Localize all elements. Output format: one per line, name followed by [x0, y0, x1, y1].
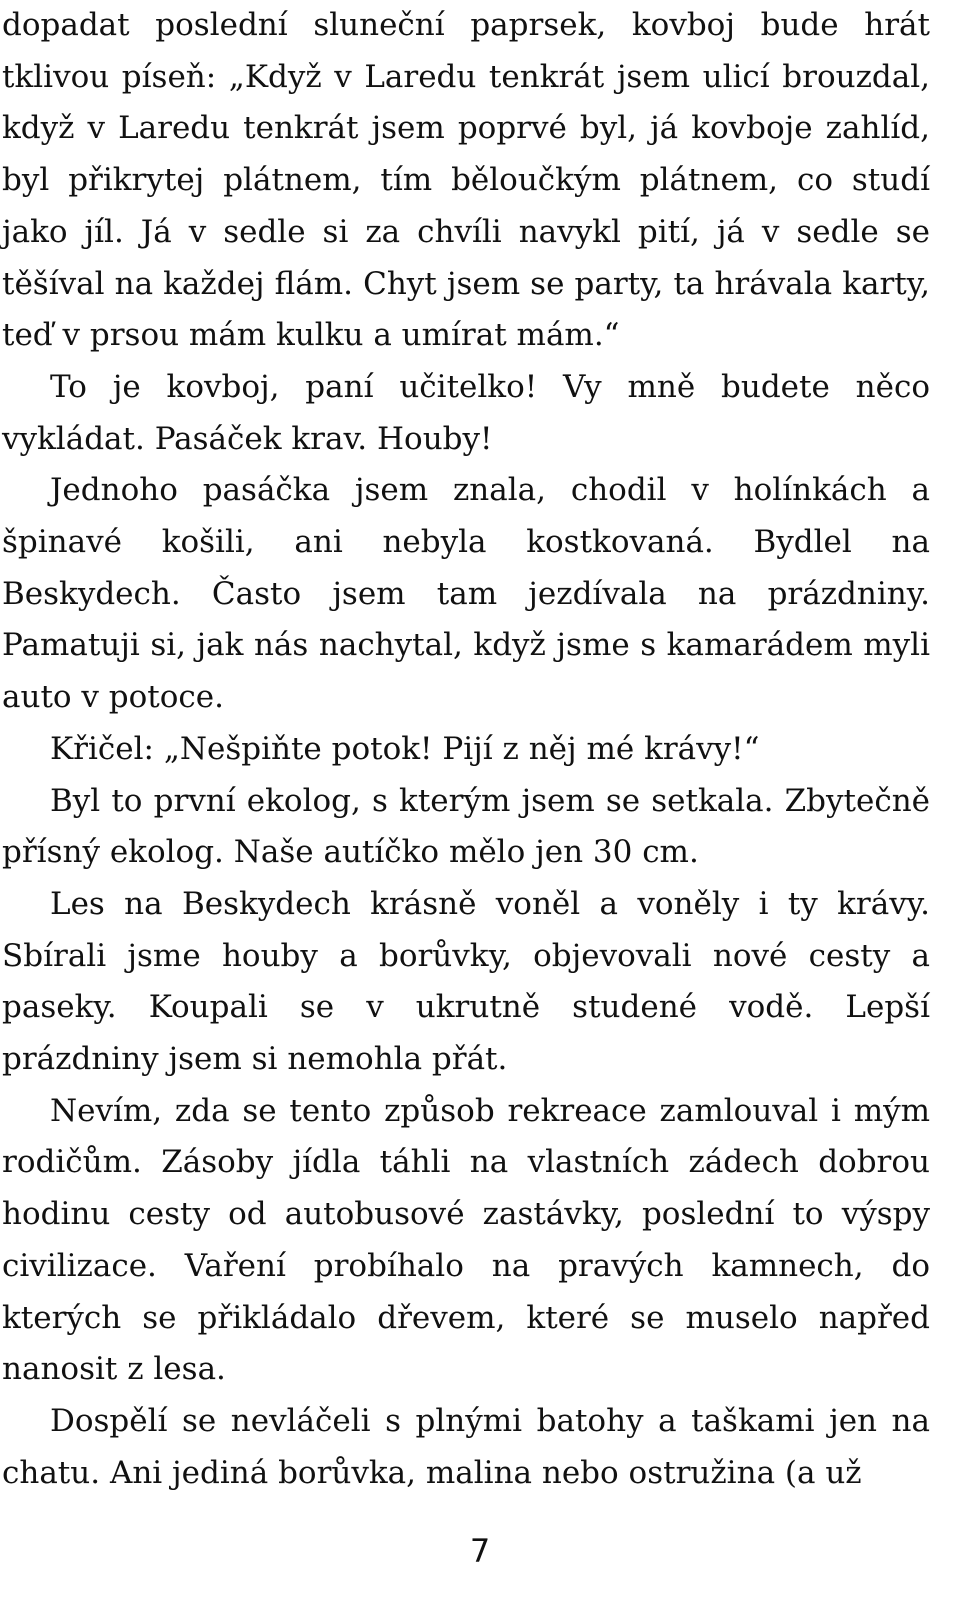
body-text	[2, 0, 930, 1499]
paragraph: Nevím, zda se tento způsob rekreace zamlouval i mým rodičům. Zásoby jídla táhli na vlastních zádech dobrou hodinu cesty od autobusové zastávky, poslední to výspy civilizace. Vaření probíhalo na pravých kamnech, do kterých se přikládalo dřevem, které se muselo napřed nanosit z lesa.	[2, 1092, 930, 1388]
paragraph: Jednoho pasáčka jsem znala, chodil v holínkách a špinavé košili, ani nebyla kostkovaná. Bydlel na Beskydech. Často jsem tam jezdívala na prázdniny. Pamatuji si, jak nás nachytal, když jsme s kamarádem myli auto v potoce.	[2, 472, 930, 716]
paragraph: Křičel: „Nešpiňte potok! Pijí z něj mé krávy!“	[50, 730, 760, 767]
paragraph: To je kovboj, paní učitelko! Vy mně budete něco vykládat. Pasáček krav. Houby!	[2, 368, 930, 457]
paragraph: Byl to první ekolog, s kterým jsem se setkala. Zbytečně přísný ekolog. Naše autíčko mělo jen 30 cm.	[2, 782, 930, 871]
paragraph: Les na Beskydech krásně voněl a voněly i ty krávy. Sbírali jsme houby a borůvky, objevovali nové cesty a paseky. Koupali se v ukrutně studené vodě. Lepší prázdniny jsem si nemohla přát.	[2, 885, 930, 1078]
paragraph: Dospělí se nevláčeli s plnými batohy a taškami jen na chatu. Ani jediná borůvka, malina nebo ostružina (a už	[2, 1402, 930, 1491]
page-number: 7	[469, 1532, 491, 1570]
paragraph-continued: dopadat poslední sluneční paprsek, kovboj bude hrát tklivou píseň: „Když v Laredu tenkrát jsem ulicí brouzdal, když v Laredu tenkrát jsem poprvé byl, já kovboje zahlíd, byl přikrytej plátnem, tím běloučkým plátnem, co studí jako jíl. Já v sedle si za chvíli navykl pití, já v sedle se těšíval na každej flám. Chyt jsem se party, ta hrávala karty, teď v prsou mám kulku a umírat mám.“	[2, 7, 930, 354]
